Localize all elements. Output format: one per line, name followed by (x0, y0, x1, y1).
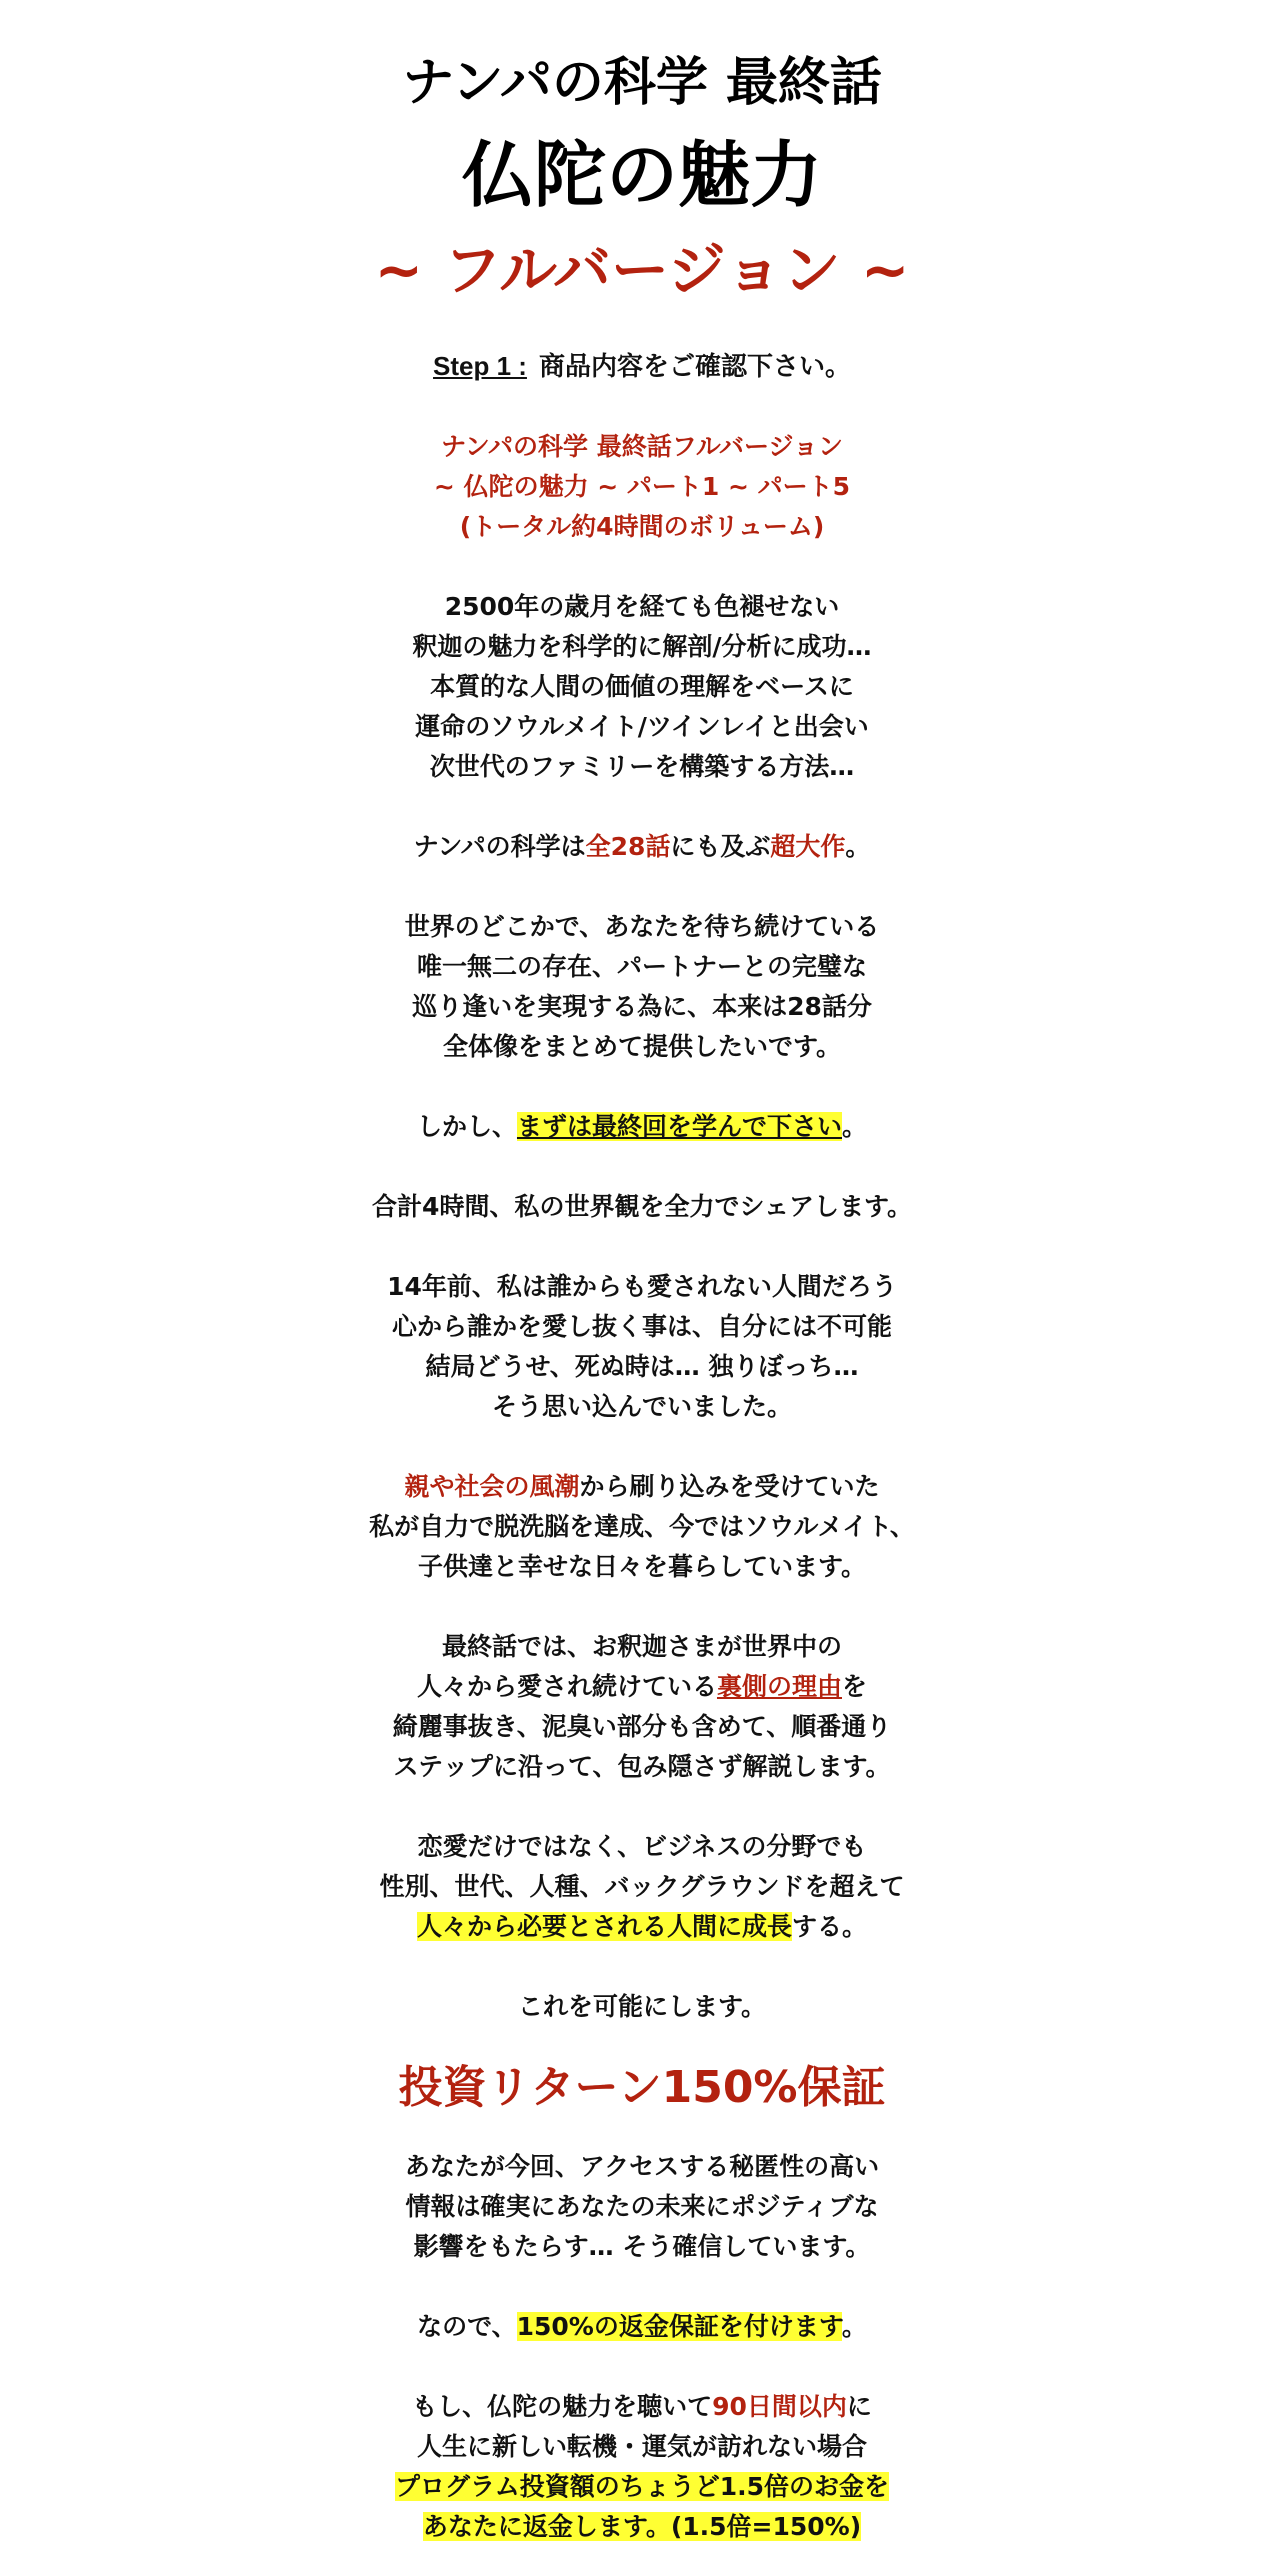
condition-line-1 (0, 2387, 1284, 2427)
refund-paragraph (0, 2307, 1284, 2347)
step-1-label: Step 1 : (433, 351, 527, 381)
condition-line-2: 人生に新しい転機・運気が訪れない場合 (416, 2432, 867, 2461)
possible-paragraph (0, 1987, 1284, 2027)
possible-line-1: これを可能にします。 (517, 1992, 766, 2021)
business-line-2: 性別、世代、人種、バックグラウンドを超えて (379, 1872, 905, 1901)
series-work: 超大作 (770, 832, 846, 861)
intro-line-1: 2500年の歳月を経ても色褪せない (444, 592, 840, 621)
business-line-1: 恋愛だけではなく、ビジネスの分野でも (417, 1832, 867, 1861)
condition-line-3-highlight: プログラム投資額のちょうど1.5倍のお金を (394, 2472, 890, 2501)
finale-line-3: 綺麗事抜き、泥臭い部分も含めて、順番通り (392, 1712, 892, 1741)
intro-line-2: 釈迦の魅力を科学的に解剖/分析に成功… (412, 632, 872, 661)
past-line-2: 心から誰かを愛し抜く事は、自分には不可能 (391, 1312, 892, 1341)
series-mid: にも及ぶ (670, 832, 771, 861)
finale-line-1: 最終話では、お釈迦さまが世界中の (441, 1632, 842, 1661)
series-pre: ナンパの科学は (413, 832, 586, 861)
guarantee-heading: 投資リターン150%保証 (398, 2062, 886, 2113)
step-1 (0, 346, 1284, 387)
condition-line-4 (0, 2507, 1284, 2547)
finale-paragraph (0, 1627, 1284, 1787)
intro-line-5: 次世代のファミリーを構築する方法… (429, 752, 855, 781)
business-highlight: 人々から必要とされる人間に成長 (416, 1912, 792, 1941)
refund-pre: なので、 (417, 2312, 517, 2341)
finale-line-2-post: を (842, 1672, 868, 1701)
past-paragraph (0, 1267, 1284, 1427)
however-highlight: まずは最終回を学んで下さい (516, 1112, 842, 1141)
condition-line-1-post: に (846, 2392, 872, 2421)
however-paragraph (0, 1107, 1284, 1147)
confidence-paragraph (0, 2147, 1284, 2267)
past-line-1: 14年前、私は誰からも愛されない人間だろう (387, 1272, 897, 1301)
business-line-3 (0, 1907, 1284, 1947)
confidence-line-2: 情報は確実にあなたの未来にポジティブな (405, 2192, 879, 2221)
series-count: 全28話 (585, 832, 671, 861)
product-line-3: (トータル約4時間のボリューム) (459, 512, 825, 541)
finale-line-4: ステップに沿って、包み隠さず解説します。 (393, 1752, 891, 1781)
product-description (0, 427, 1284, 547)
series-paragraph (0, 827, 1284, 867)
finale-line-2-red: 裏側の理由 (716, 1672, 842, 1701)
finale-line-2 (0, 1667, 1284, 1707)
brainwash-red: 親や社会の風潮 (404, 1472, 580, 1501)
world-line-4: 全体像をまとめて提供したいです。 (442, 1032, 841, 1061)
world-paragraph (0, 907, 1284, 1067)
business-paragraph (0, 1827, 1284, 1947)
refund-post: 。 (841, 2312, 867, 2341)
share-paragraph (0, 1187, 1284, 1227)
condition-line-4-highlight: あなたに返金します。(1.5倍=150%) (422, 2512, 862, 2541)
product-line-1: ナンパの科学 最終話フルバージョン (441, 432, 843, 461)
however-pre: しかし、 (416, 1112, 517, 1141)
past-line-4: そう思い込んでいました。 (491, 1392, 792, 1421)
step-1-text: 商品内容をご確認下さい。 (538, 352, 851, 382)
refund-highlight: 150%の返金保証を付けます (516, 2312, 842, 2341)
intro-paragraph (0, 587, 1284, 787)
brainwash-line-1-rest: から刷り込みを受けていた (579, 1472, 880, 1501)
product-line-2: ~ 仏陀の魅力 ~ パート1 ~ パート5 (433, 472, 851, 501)
world-line-3: 巡り逢いを実現する為に、本来は28話分 (412, 992, 872, 1021)
title-line-3: ~ フルバージョン ~ (374, 236, 910, 304)
business-line-3-post: する。 (792, 1912, 868, 1941)
condition-line-1-pre: もし、仏陀の魅力を聴いて (412, 2392, 713, 2421)
brainwash-line-3: 子供達と幸せな日々を暮らしています。 (417, 1552, 866, 1581)
series-post: 。 (845, 832, 871, 861)
intro-line-3: 本質的な人間の価値の理解をベースに (430, 672, 854, 701)
brainwash-line-1 (0, 1467, 1284, 1507)
title-line-1: ナンパの科学 最終話 (402, 53, 882, 113)
confidence-line-3: 影響をもたらす… そう確信しています。 (413, 2232, 871, 2261)
intro-line-4: 運命のソウルメイト/ツインレイと出会い (415, 712, 869, 741)
world-line-1: 世界のどこかで、あなたを待ち続けている (404, 912, 880, 941)
condition-paragraph (0, 2387, 1284, 2547)
brainwash-paragraph (0, 1467, 1284, 1587)
world-line-2: 唯一無二の存在、パートナーとの完璧な (416, 952, 867, 981)
condition-line-3 (0, 2467, 1284, 2507)
brainwash-line-2: 私が自力で脱洗脳を達成、今ではソウルメイト、 (369, 1512, 915, 1541)
however-post: 。 (842, 1112, 868, 1141)
finale-line-2-pre: 人々から愛され続けている (416, 1672, 717, 1701)
share-line-1: 合計4時間、私の世界観を全力でシェアします。 (372, 1192, 912, 1221)
condition-line-1-red: 90日間以内 (712, 2392, 847, 2421)
past-line-3: 結局どうせ、死ぬ時は… 独りぼっち… (425, 1352, 859, 1381)
confidence-line-1: あなたが今回、アクセスする秘匿性の高い (404, 2152, 880, 2181)
title-line-2: 仏陀の魅力 (461, 133, 822, 217)
